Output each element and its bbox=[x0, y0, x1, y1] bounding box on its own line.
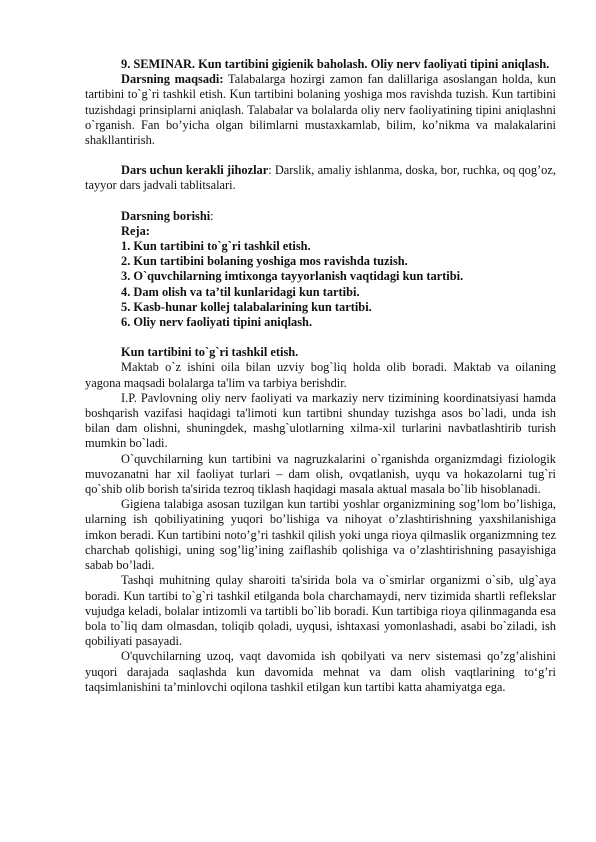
body-paragraph: Maktab o`z ishini oila bilan uzviy bog`liq holda olib boradi. Maktab va oilaning yagona maqsadi bolalarga ta'lim va tarbiya berishdir. bbox=[85, 360, 556, 390]
goal-label: Darsning maqsadi: bbox=[121, 72, 224, 87]
plan-item: 6. Oliy nerv faoliyati tipini aniqlash. bbox=[121, 315, 313, 330]
plan-label: Reja: bbox=[121, 223, 150, 238]
plan-item: 1. Kun tartibini to`g`ri tashkil etish. bbox=[121, 239, 311, 254]
goal-paragraph bbox=[85, 72, 556, 148]
body-paragraph: I.P. Pavlovning oliy nerv faoliyati va markaziy nerv tizimining koordinatsiyasi hamda boshqarish vazifasi haqidagi ta'limoti kun tartibni shunday tuzishga asos bo`ladi, unda ish bilan dam olishni, shuningdek, mashg`ulotlarning xilma-xil turlarini navbatlashtirib turish mumkin bo`ladi. bbox=[85, 390, 556, 451]
seminar-title: 9. SEMINAR. Kun tartibini gigienik baholash. Oliy nerv faoliyati tipini aniqlash. bbox=[121, 57, 550, 71]
equipment-text: : Darslik, amaliy ishlanma, doska, bor, ruchka, oq qog’oz, tayyor dars jadvali tablitsalari. bbox=[85, 163, 556, 193]
equipment-label: Dars uchun kerakli jihozlar bbox=[121, 163, 269, 178]
plan-item: 5. Kasb-hunar kollej talabalarining kun tartibi. bbox=[121, 299, 372, 314]
course-heading bbox=[85, 209, 556, 224]
spacer bbox=[85, 148, 556, 163]
spacer bbox=[85, 194, 556, 209]
body-paragraph: Tashqi muhitning qulay sharoiti ta'sirida bola va o`smirlar organizmi o`sib, ulg`aya boradi. Kun tartibi to`g`ri tashkil etilganda bola charchamaydi, nerv tizimida shartli reflekslar vujudga keladi, bolalar intizomli va tartibli bo`lib boradi. Kun tartibiga rioya qilinmaganda esa bola to`liq dam olmasdan, toliqib qoladi, uyqusi, ishtaxasi yomonlashadi, asabi bo`ziladi, ish qobiliyati pasayadi. bbox=[85, 573, 556, 649]
course-label: Darsning borishi bbox=[121, 208, 211, 223]
section-heading: Kun tartibini to`g`ri tashkil etish. bbox=[121, 345, 299, 360]
plan-item: 2. Kun tartibini bolaning yoshiga mos ravishda tuzish. bbox=[121, 254, 408, 269]
spacer bbox=[85, 330, 556, 345]
goal-text: Talabalarga hozirgi zamon fan dalillariga asoslangan holda, kun tartibini to`g`ri tashkil etish. Kun tartibini bolaning yoshiga mos ravishda tuzish. Kun tartibini tuzishdagi prinsiplarni aniqlash. Talabalar va bolalarda oliy nerv faoliyatining tipini aniqlashni o`rganish. Fan bo’yicha olgan bilimlarni mustaxkamlab, bilim, ko’nikma va malakalarini shakllantirish. bbox=[85, 72, 556, 148]
plan-item: 4. Dam olish va ta’til kunlaridagi kun tartibi. bbox=[121, 284, 360, 299]
body-paragraph: Gigiena talabiga asosan tuzilgan kun tartibi yoshlar organizmining sog’lom bo’lishiga, ularning ish qobiliyatining yuqori bo’lishiga va nihoyat o’zlashtirishning yaxshilanishiga imkon beradi. Kun tartibini noto’g’ri tashkil qilish yoki unga rioya qilmaslik organizmning tez charchab qolishigi, uning sog’lig’ining zaiflashib qolishiga va o’zlashtirishning pasayishiga sabab bo’ladi. bbox=[85, 497, 556, 573]
equipment-paragraph bbox=[85, 163, 556, 193]
course-colon: : bbox=[210, 208, 214, 223]
body-paragraph: O'quvchilarning uzoq, vaqt davomida ish qobilyati va nerv sistemasi qo’zg’alishini yuqori darajada saqlashda kun davomida mehnat va dam olish vaqtlarining to‘g’ri taqsimlanishini ta’minlovchi oqilona tashkil etilgan kun tartibi katta ahamiyatga ega. bbox=[85, 649, 556, 694]
plan-item: 3. O`quvchilarning imtixonga tayyorlanish vaqtidagi kun tartibi. bbox=[121, 269, 464, 284]
body-paragraph: O`quvchilarning kun tartibini va nagruzkalarini o`rganishda organizmdagi fiziologik muvozanatni har xil faoliyat turlari – dam olish, ovqatlanish, uyqu va hokazolarni tug`ri qo`shib olib borish ta'sirida tezroq tiklash haqidagi masala aktual masala bo`lib hisoblanadi. bbox=[85, 451, 556, 497]
